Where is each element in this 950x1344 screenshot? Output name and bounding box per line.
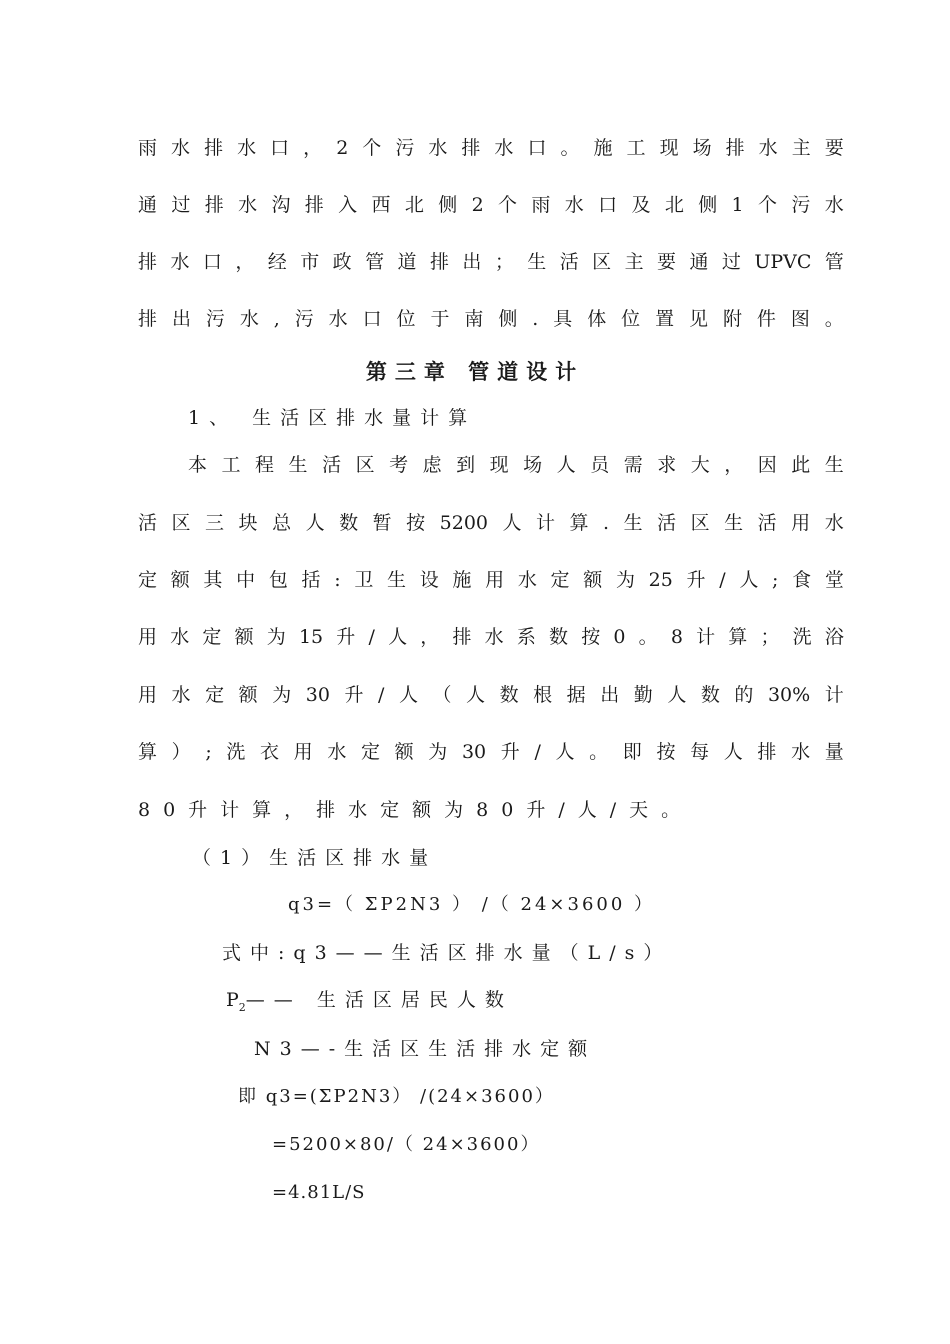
text-token: . [532, 308, 539, 330]
text-token: 排 [304, 194, 324, 216]
text-token: 25 [648, 569, 673, 591]
text-token: 堂 [824, 569, 844, 591]
text-token: 侧 [498, 308, 518, 330]
text-token: 考 [389, 454, 409, 476]
text-token: ； [760, 626, 780, 648]
text-token: 区 [592, 251, 612, 273]
text-token: 口 [362, 308, 382, 330]
text-token: 食 [792, 569, 812, 591]
text-token: 8 [670, 626, 683, 648]
text-token: 过 [171, 194, 191, 216]
text-token: 用 [791, 512, 811, 534]
text-token: 计 [696, 626, 716, 648]
text-token: 排 [429, 251, 449, 273]
text-token: 系 [516, 626, 536, 648]
text-token: 水 [237, 137, 257, 159]
text-token: 施 [452, 569, 472, 591]
text-token: 因 [757, 454, 777, 476]
text-token: 定 [138, 569, 158, 591]
text-token: 水 [494, 137, 514, 159]
text-token: 按 [656, 741, 676, 763]
text-token: 图 [790, 308, 810, 330]
text-token: 场 [692, 137, 712, 159]
text-token: 人 [555, 741, 575, 763]
text-token: 工 [626, 137, 646, 159]
text-token: 的 [734, 684, 754, 706]
text-token: 生 [724, 512, 744, 534]
text-token: 定 [202, 626, 222, 648]
text-token: 污 [294, 308, 314, 330]
text-token: 口 [202, 251, 222, 273]
text-token: 升 [344, 684, 364, 706]
text-token: 污 [395, 137, 415, 159]
text-token: 用 [138, 626, 158, 648]
text-token: 个 [362, 137, 382, 159]
text-token: 排 [452, 626, 472, 648]
text-token: 2 [336, 137, 349, 159]
formula-calc-3: =4.81L/S [272, 1182, 366, 1203]
paragraph-1-line-1 [138, 136, 844, 160]
text-token: 区 [355, 454, 375, 476]
text-token: 人 [388, 626, 408, 648]
text-token: 水 [171, 137, 191, 159]
text-token: 北 [664, 194, 684, 216]
text-token: 活 [757, 512, 777, 534]
text-token: 排 [725, 137, 745, 159]
formula-p2-description: —— 生活区居民人数 [245, 989, 513, 1011]
text-token: 水 [327, 741, 347, 763]
text-token: 水 [238, 194, 258, 216]
text-token: 水 [239, 308, 259, 330]
text-token: 虑 [422, 454, 442, 476]
text-token: 人 [466, 684, 486, 706]
text-token: 30 [461, 741, 487, 763]
text-token: 管 [365, 251, 385, 273]
text-token: 水 [170, 626, 190, 648]
paragraph-1-line-3 [138, 250, 844, 274]
text-token: 北 [404, 194, 424, 216]
text-token: 据 [566, 684, 586, 706]
text-token: 括 [301, 569, 321, 591]
text-token: 排 [138, 251, 158, 273]
text-token: 水 [484, 626, 504, 648]
text-token: 经 [267, 251, 287, 273]
text-token: 活 [657, 512, 677, 534]
text-token: 浴 [824, 626, 844, 648]
text-token: 雨 [138, 137, 158, 159]
text-token: 口 [527, 137, 547, 159]
text-token: 排 [204, 194, 224, 216]
text-token: : [334, 569, 341, 591]
text-token: 生 [387, 569, 407, 591]
paragraph-2-line-3 [138, 568, 844, 592]
text-token: 用 [293, 741, 313, 763]
text-token: 额 [238, 684, 258, 706]
text-token: 水 [564, 194, 584, 216]
text-token: 通 [689, 251, 709, 273]
text-token: 主 [791, 137, 811, 159]
text-token: 水 [758, 137, 778, 159]
formula-calc-1: 即 q3=(ΣP2N3） /(24×3600） [238, 1086, 555, 1107]
text-token: 块 [238, 512, 258, 534]
formula-p2-line [226, 988, 513, 1020]
text-token: 额 [170, 569, 190, 591]
text-token: 额 [583, 569, 603, 591]
text-token: 场 [523, 454, 543, 476]
text-token: 水 [517, 569, 537, 591]
text-token: 水 [824, 512, 844, 534]
text-token: 量 [824, 741, 844, 763]
text-token: 口 [598, 194, 618, 216]
text-token: 附 [722, 308, 742, 330]
text-token: 通 [138, 194, 158, 216]
text-token: 按 [406, 512, 426, 534]
text-token: 市 [300, 251, 320, 273]
text-token: 衣 [260, 741, 280, 763]
subsection-title: （1）生活区排水量 [192, 847, 438, 869]
text-token: 沟 [271, 194, 291, 216]
text-token: 数 [499, 684, 519, 706]
text-token: 数 [549, 626, 569, 648]
text-token: ； [494, 251, 514, 273]
text-token: 算 [569, 512, 589, 534]
text-token: 需 [623, 454, 643, 476]
text-token: 个 [757, 194, 777, 216]
text-token: 。 [824, 308, 844, 330]
text-token: 水 [170, 251, 190, 273]
text-token: 大 [690, 454, 710, 476]
text-token: 暂 [372, 512, 392, 534]
text-token: 水 [824, 194, 844, 216]
text-token: 雨 [531, 194, 551, 216]
text-token: 包 [268, 569, 288, 591]
paragraph-2-line-1 [188, 453, 844, 477]
text-token: 人 [667, 684, 687, 706]
text-token: 要 [657, 251, 677, 273]
text-token: 计 [536, 512, 556, 534]
text-token: 其 [203, 569, 223, 591]
text-token: 即 [622, 741, 642, 763]
text-token: 具 [553, 308, 573, 330]
text-token: UPVC [754, 251, 812, 273]
text-token: . [603, 512, 610, 534]
text-token: 定 [360, 741, 380, 763]
text-token: ） [171, 741, 191, 763]
text-token: 工 [221, 454, 241, 476]
paragraph-2-line-6 [138, 740, 844, 764]
text-token: 升 [336, 626, 356, 648]
text-token: 。 [638, 626, 658, 648]
paragraph-2-line-2 [138, 511, 844, 535]
paragraph-2-line-5 [138, 683, 844, 707]
text-token: 按 [581, 626, 601, 648]
text-token: 2 [471, 194, 484, 216]
text-token: 件 [756, 308, 776, 330]
text-token: 水 [328, 308, 348, 330]
formula-p2-symbol: P [226, 989, 239, 1011]
text-token: 数 [700, 684, 720, 706]
text-token: 口 [270, 137, 290, 159]
text-token: 到 [456, 454, 476, 476]
text-token: 污 [205, 308, 225, 330]
paragraph-2-line-7: 80升计算，排水定额为80升/人/天。 [138, 799, 694, 821]
text-token: 定 [205, 684, 225, 706]
text-token: 人 [723, 741, 743, 763]
text-token: 根 [533, 684, 553, 706]
text-token: 位 [621, 308, 641, 330]
formula-main: q3=（ ΣP2N3 ） /（ 24×3600 ） [288, 894, 656, 915]
text-token: 总 [272, 512, 292, 534]
text-token: 及 [631, 194, 651, 216]
text-token: ; [772, 569, 779, 591]
text-token: 出 [462, 251, 482, 273]
text-token: 中 [236, 569, 256, 591]
text-token: 位 [396, 308, 416, 330]
text-token: 于 [430, 308, 450, 330]
text-token: 政 [332, 251, 352, 273]
text-token: 现 [659, 137, 679, 159]
text-token: 。 [560, 137, 580, 159]
text-token: 人 [739, 569, 759, 591]
text-token: 排 [204, 137, 224, 159]
text-token: 为 [272, 684, 292, 706]
text-token: 30 [305, 684, 330, 706]
text-token: 为 [428, 741, 448, 763]
text-token: 升 [686, 569, 706, 591]
text-token: 施 [593, 137, 613, 159]
text-token: 勤 [633, 684, 653, 706]
text-token: 算 [138, 741, 158, 763]
text-token: 主 [624, 251, 644, 273]
text-token: 15 [298, 626, 324, 648]
paragraph-2-line-4 [138, 625, 844, 649]
chapter-title: 第三章 管道设计 [365, 359, 585, 384]
text-token: 升 [500, 741, 520, 763]
text-token: 生 [527, 251, 547, 273]
formula-p2-subscript: 2 [238, 1000, 246, 1014]
text-token: / [378, 684, 385, 706]
text-token: 道 [397, 251, 417, 273]
text-token: 人 [305, 512, 325, 534]
text-token: 管 [824, 251, 844, 273]
text-token: / [719, 569, 726, 591]
text-token: 数 [339, 512, 359, 534]
text-token: 算 [728, 626, 748, 648]
text-token: / [534, 741, 541, 763]
text-token: 区 [690, 512, 710, 534]
text-token: 入 [338, 194, 358, 216]
text-token: , [273, 308, 280, 330]
text-token: 南 [464, 308, 484, 330]
text-token: 定 [550, 569, 570, 591]
text-token: 活 [559, 251, 579, 273]
text-token: / [368, 626, 375, 648]
text-token: 置 [655, 308, 675, 330]
text-token: 水 [428, 137, 448, 159]
text-token: 计 [824, 684, 844, 706]
text-token: 。 [589, 741, 609, 763]
paragraph-1-line-2 [138, 193, 844, 217]
text-token: 员 [590, 454, 610, 476]
text-token: 要 [824, 137, 844, 159]
text-token: 西 [371, 194, 391, 216]
text-token: 生 [824, 454, 844, 476]
text-token: （ [432, 684, 452, 706]
text-token: 体 [587, 308, 607, 330]
text-token: 0 [613, 626, 626, 648]
text-token: 30% [767, 684, 811, 706]
text-token: 卫 [354, 569, 374, 591]
paragraph-1-line-4 [138, 307, 844, 331]
text-token: 污 [791, 194, 811, 216]
text-token: 生 [288, 454, 308, 476]
text-token: 排 [138, 308, 158, 330]
text-token: 额 [394, 741, 414, 763]
text-token: 排 [461, 137, 481, 159]
text-token: ， [724, 454, 744, 476]
text-token: 洗 [226, 741, 246, 763]
text-token: 活 [138, 512, 158, 534]
text-token: ， [235, 251, 255, 273]
text-token: 1 [731, 194, 744, 216]
text-token: 人 [502, 512, 522, 534]
text-token: 为 [615, 569, 635, 591]
text-token: 三 [205, 512, 225, 534]
text-token: 水 [791, 741, 811, 763]
formula-n3-line: N3—-生活区生活排水定额 [254, 1038, 597, 1060]
text-token: 设 [419, 569, 439, 591]
text-token: 现 [489, 454, 509, 476]
section-title: 1、 生活区排水量计算 [188, 407, 477, 429]
text-token: 见 [689, 308, 709, 330]
text-token: 人 [556, 454, 576, 476]
text-token: 人 [398, 684, 418, 706]
text-token: 求 [657, 454, 677, 476]
text-token: 为 [266, 626, 286, 648]
text-token: 生 [623, 512, 643, 534]
text-token: 过 [721, 251, 741, 273]
text-token: 个 [498, 194, 518, 216]
text-token: 此 [791, 454, 811, 476]
text-token: 侧 [698, 194, 718, 216]
text-token: 出 [600, 684, 620, 706]
text-token: ; [205, 741, 212, 763]
formula-where-line: 式中:q3——生活区排水量（L/s） [222, 942, 672, 964]
text-token: 用 [138, 684, 158, 706]
text-token: 程 [255, 454, 275, 476]
text-token: 出 [171, 308, 191, 330]
text-token: 5200 [439, 512, 488, 534]
text-token: 区 [171, 512, 191, 534]
text-token: 侧 [438, 194, 458, 216]
text-token: 用 [485, 569, 505, 591]
text-token: 水 [171, 684, 191, 706]
text-token: 每 [690, 741, 710, 763]
text-token: 本 [188, 454, 208, 476]
text-token: 额 [234, 626, 254, 648]
text-token: ， [420, 626, 440, 648]
formula-calc-2: =5200×80/（ 24×3600） [272, 1134, 541, 1155]
text-token: 洗 [792, 626, 812, 648]
text-token: 排 [757, 741, 777, 763]
text-token: 活 [322, 454, 342, 476]
text-token: ， [303, 137, 323, 159]
